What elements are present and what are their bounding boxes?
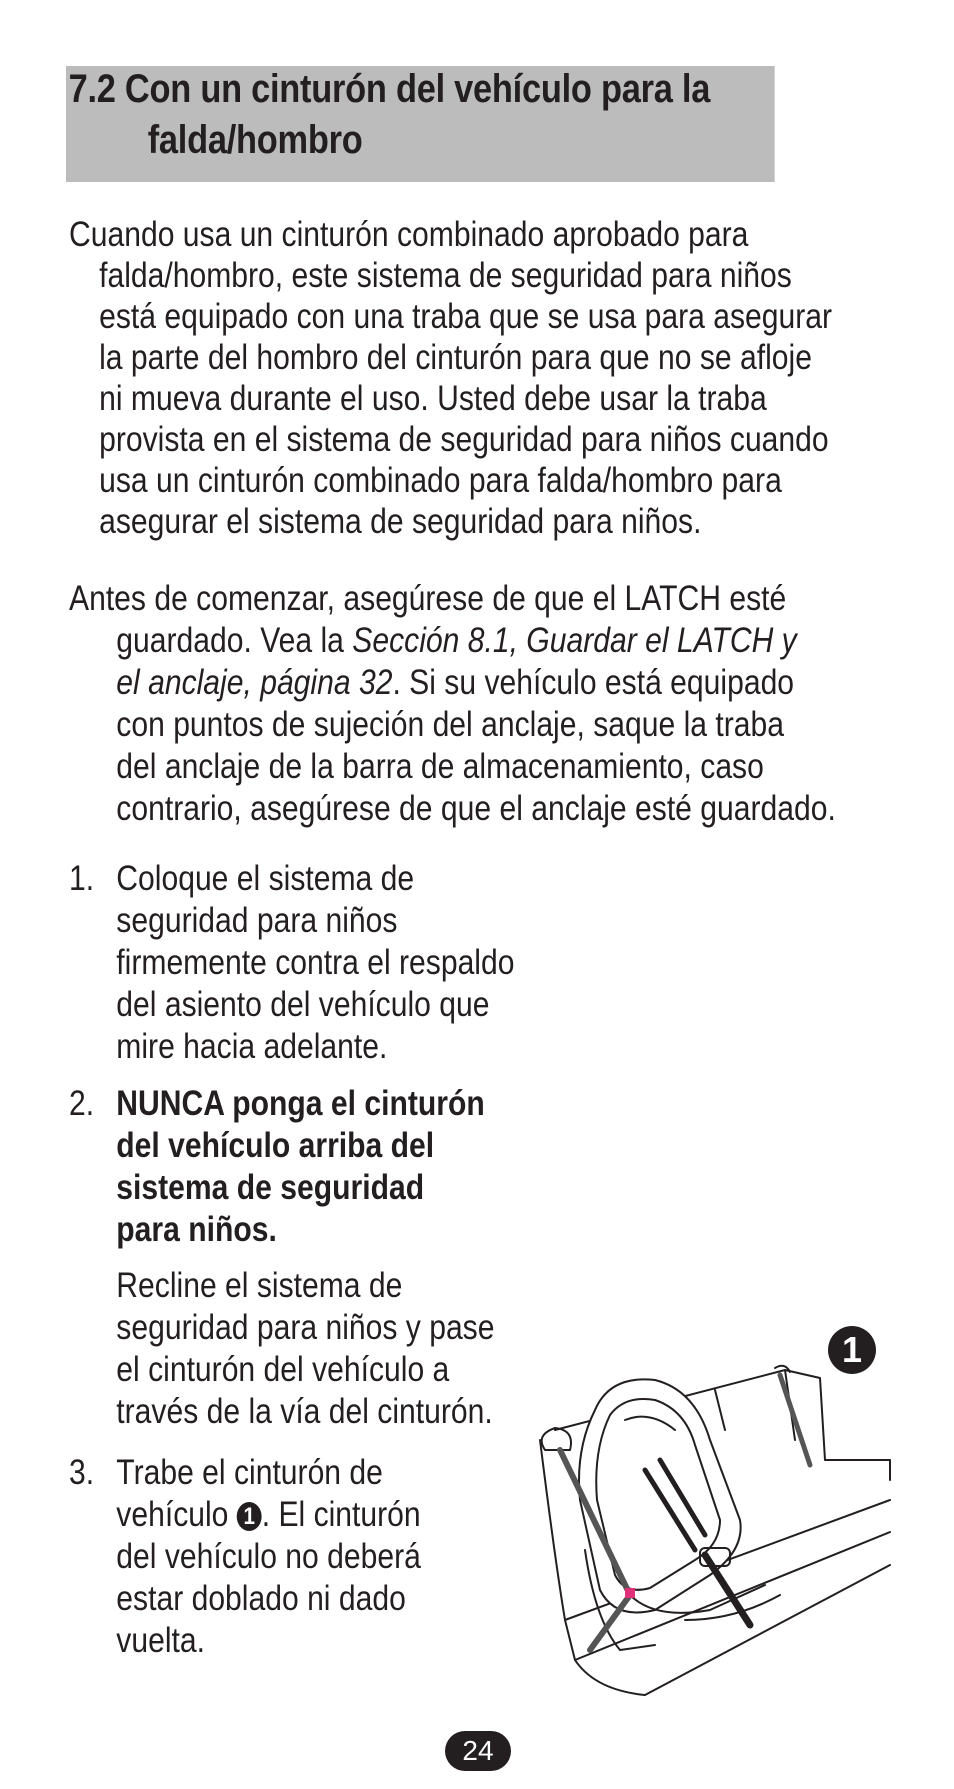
step-line: estar doblado ni dado xyxy=(116,1579,406,1618)
intro-line: asegurar el sistema de seguridad para niños. xyxy=(99,502,702,541)
intro-line: falda/hombro, este sistema de seguridad para niños xyxy=(99,256,792,295)
step-warning-line: del vehículo arriba del xyxy=(116,1126,435,1165)
before-paragraph xyxy=(69,578,836,830)
before-line-text: guardado. Vea la xyxy=(116,621,353,660)
step-warning-line: para niños. xyxy=(116,1210,277,1249)
step-line: Trabe el cinturón de xyxy=(116,1453,383,1492)
section-reference-page: el anclaje, página 32 xyxy=(116,663,393,702)
step-line xyxy=(116,1494,421,1536)
before-line xyxy=(69,620,836,662)
intro-line: está equipado con una traba que se usa para asegurar xyxy=(99,297,833,336)
step-number: 1. xyxy=(69,859,95,898)
step-line: del vehículo no deberá xyxy=(116,1537,421,1576)
intro-line: ni mueva durante el uso. Usted debe usar la traba xyxy=(99,379,767,418)
before-line: con puntos de sujeción del anclaje, saque la traba xyxy=(116,705,784,744)
intro-line: Cuando usa un cinturón combinado aprobado para xyxy=(69,215,749,254)
step-warning-line: sistema de seguridad xyxy=(116,1168,425,1207)
step-line: Coloque el sistema de xyxy=(116,859,415,898)
latch-detail xyxy=(625,1588,635,1598)
step-line: el cinturón del vehículo a xyxy=(116,1350,450,1389)
step-body xyxy=(116,858,514,1068)
step-line: Recline el sistema de xyxy=(116,1266,403,1305)
before-line: contrario, asegúrese de que el anclaje esté guardado. xyxy=(116,789,836,828)
step-line: firmemente contra el respaldo xyxy=(116,943,515,982)
step-body xyxy=(116,1452,421,1662)
section-heading xyxy=(66,66,775,182)
section-heading-line-2: falda/hombro xyxy=(147,118,363,162)
before-line: Antes de comenzar, asegúrese de que el LATCH esté xyxy=(69,579,787,618)
page-number: 24 xyxy=(445,1731,511,1771)
intro-line: la parte del hombro del cinturón para que no se afloje xyxy=(99,338,812,377)
step-line-text: . El cinturón xyxy=(261,1495,421,1534)
step-line: seguridad para niños y pase xyxy=(116,1308,495,1347)
step-number: 2. xyxy=(69,1084,95,1123)
before-line xyxy=(69,662,836,704)
step-number: 3. xyxy=(69,1453,95,1492)
step-line: través de la vía del cinturón. xyxy=(116,1392,493,1431)
step-line: mire hacia adelante. xyxy=(116,1027,388,1066)
step-body xyxy=(116,1083,494,1433)
intro-line: provista en el sistema de seguridad para niños cuando xyxy=(99,420,829,459)
section-reference-link: Sección 8.1, Guardar el LATCH y xyxy=(352,621,797,660)
intro-line: usa un cinturón combinado para falda/hombro para xyxy=(99,461,782,500)
figure-callout-icon: 1 xyxy=(828,1326,876,1374)
step-line-text: vehículo xyxy=(116,1495,237,1534)
car-seat-illustration xyxy=(535,1320,895,1700)
section-heading-line-1: 7.2 Con un cinturón del vehículo para la xyxy=(68,67,711,111)
before-line: del anclaje de la barra de almacenamiento, caso xyxy=(116,747,764,786)
before-line-text: . Si su vehículo está equipado xyxy=(392,663,795,702)
step-line: del asiento del vehículo que xyxy=(116,985,490,1024)
step-line: vuelta. xyxy=(116,1621,205,1660)
step-warning-line: NUNCA ponga el cinturón xyxy=(116,1084,485,1123)
intro-paragraph xyxy=(69,214,832,542)
callout-number-icon: 1 xyxy=(237,1502,262,1531)
step-line: seguridad para niños xyxy=(116,901,398,940)
